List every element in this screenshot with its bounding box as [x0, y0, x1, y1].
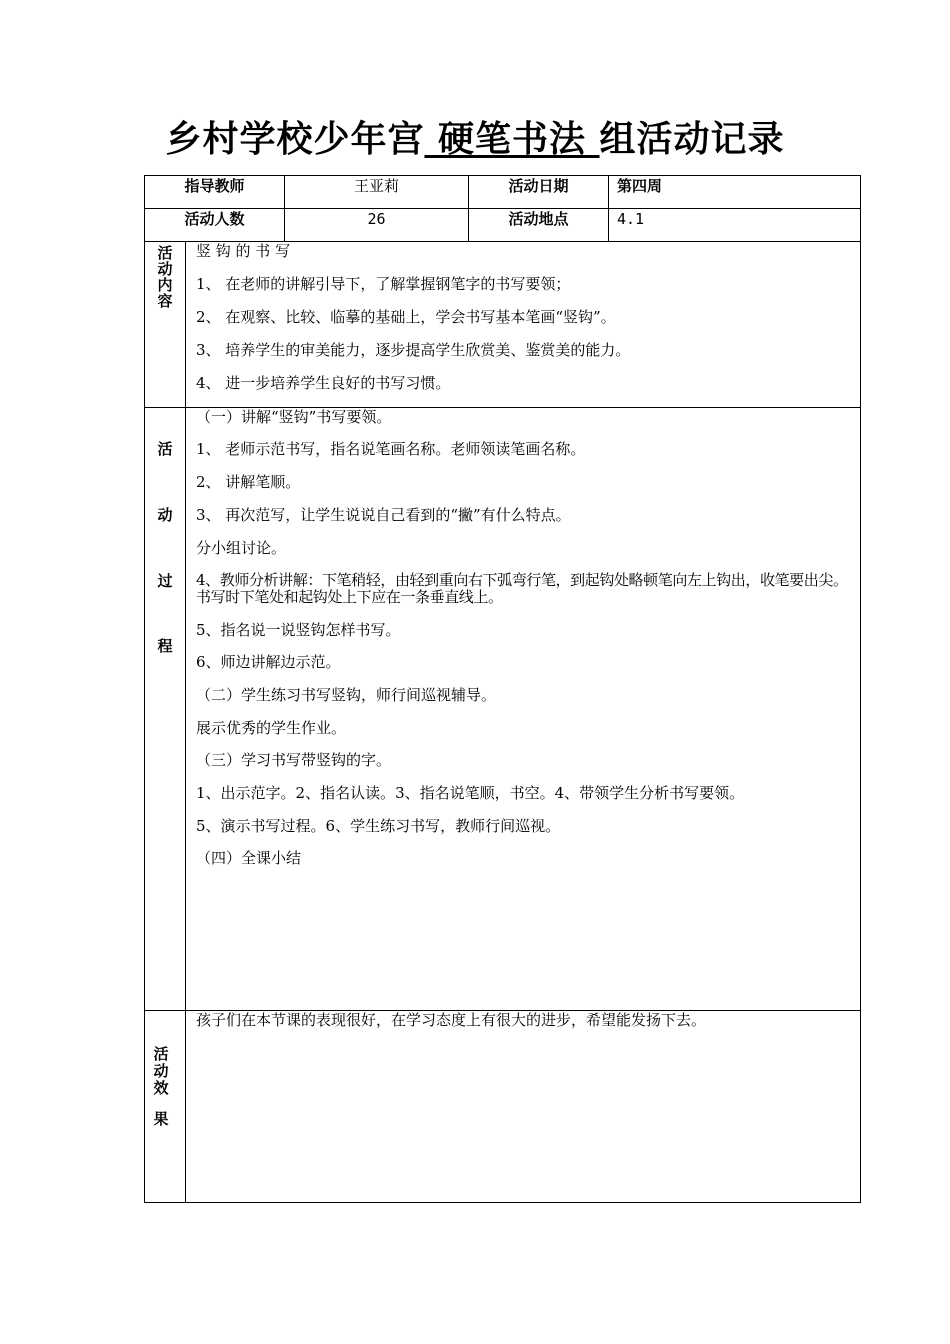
effect-text: 孩子们在本节课的表现很好，在学习态度上有很大的进步，希望能发扬下去。 [196, 1011, 707, 1029]
process-line: （四）全课小结 [196, 849, 302, 867]
effect-label-char: 果 [153, 1110, 169, 1128]
teacher-value: 王亚莉 [353, 177, 399, 195]
effect-label-char: 效 [153, 1079, 169, 1097]
date-label: 活动日期 [508, 177, 569, 195]
process-label-char: 过 [157, 572, 173, 590]
content-label-char: 内 [157, 276, 173, 294]
date-value: 第四周 [617, 177, 663, 195]
process-label-char: 程 [157, 637, 173, 655]
table-col-divider [185, 241, 186, 1203]
title-suffix: 组活动记录 [599, 119, 785, 160]
process-line: 1、出示范字。2、指名认读。3、指名说笔顺，书空。4、带领学生分析书写要领。 [196, 784, 745, 802]
table-border-top [144, 175, 861, 176]
content-item: 4、 进一步培养学生良好的书写习惯。 [196, 374, 451, 392]
process-label-char: 动 [157, 506, 173, 524]
content-item: 2、 在观察、比较、临摹的基础上，学会书写基本笔画“竖钩”。 [196, 308, 616, 326]
process-line: 展示优秀的学生作业。 [196, 719, 347, 737]
teacher-label: 指导教师 [184, 177, 245, 195]
process-line: （二）学生练习书写竖钩，师行间巡视辅导。 [196, 686, 497, 704]
process-line: 4、教师分析讲解：下笔稍轻，由轻到重向右下弧弯行笔，到起钩处略顿笔向左上钩出，收笔要出尖。书写时下笔处和起钩处上下应在一条垂直线上。 [196, 571, 848, 606]
process-line: 1、 老师示范书写，指名说笔画名称。老师领读笔画名称。 [196, 440, 586, 458]
process-line: 6、师边讲解边示范。 [196, 653, 341, 671]
process-line: 3、 再次范写，让学生说说自己看到的“撇”有什么特点。 [196, 506, 571, 524]
content-label-char: 动 [157, 260, 173, 278]
process-line: （三）学习书写带竖钩的字。 [196, 751, 392, 769]
content-item: 3、 培养学生的审美能力，逐步提高学生欣赏美、鉴赏美的能力。 [196, 341, 631, 359]
content-heading: 竖 钩 的 书 写 [196, 242, 291, 260]
process-line: 分小组讨论。 [196, 539, 287, 557]
table-border-bottom [144, 1202, 861, 1203]
process-line: 5、演示书写过程。6、学生练习书写，教师行间巡视。 [196, 817, 561, 835]
place-label: 活动地点 [508, 210, 569, 228]
content-label-char: 活 [157, 244, 173, 262]
effect-label-char: 活 [153, 1045, 169, 1063]
table-rule [144, 208, 861, 209]
process-line: （一）讲解“竖钩”书写要领。 [196, 408, 392, 426]
count-label: 活动人数 [184, 210, 245, 228]
process-label-char: 活 [157, 440, 173, 458]
table-col-divider [608, 175, 609, 242]
title-subject: 硬笔书法 [424, 119, 600, 160]
title-prefix: 乡村学校少年宫 [165, 119, 425, 160]
process-line: 2、 讲解笔顺。 [196, 473, 301, 491]
process-line: 5、指名说一说竖钩怎样书写。 [196, 621, 401, 639]
table-border-right [860, 175, 861, 1203]
content-item: 1、 在老师的讲解引导下，了解掌握钢笔字的书写要领； [196, 275, 571, 293]
place-value: 4.1 [617, 210, 645, 228]
count-value: 26 [367, 210, 386, 228]
content-label-char: 容 [157, 292, 173, 310]
effect-label-char: 动 [153, 1062, 169, 1080]
page-title [0, 118, 950, 162]
